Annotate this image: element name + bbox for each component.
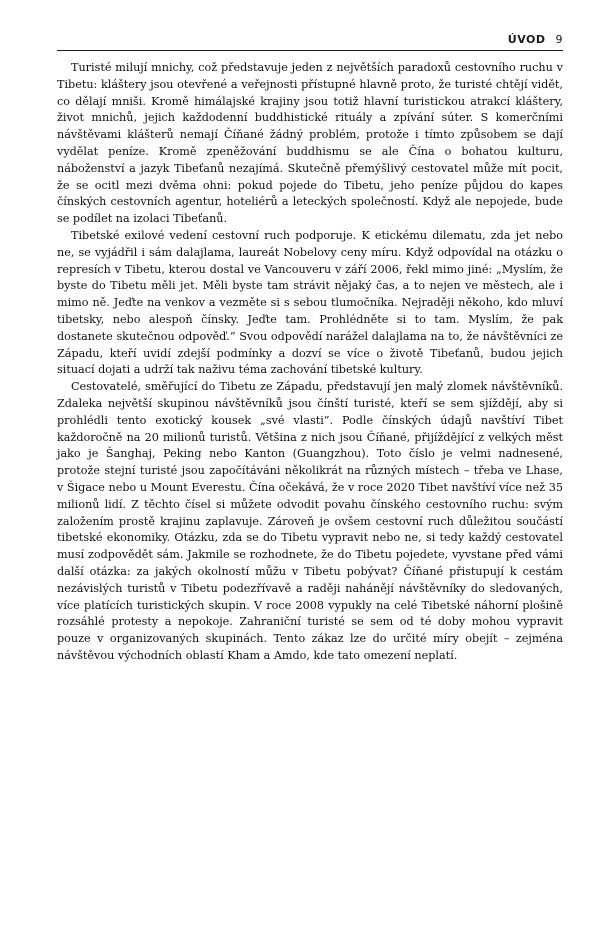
paragraph-2: Tibetské exilové vedení cestovní ruch podporuje. K etickému dilematu, zda jet nebo ne, se vyjádřil i sám dalajlama, laureát Nobelovy ceny míru. Když odpovídal na otázku o represích v Tibetu, kterou dostal ve Vancouveru v září 2006, řekl mimo jiné: „Myslím, že byste do Tibetu měli jet. Měli byste tam strávit nějaký čas, a to nejen ve městech, ale i mimo ně. Jeďte na venkov a vezměte si s sebou tlumočníka. Nejraději někoho, kdo mluví tibetsky, nebo alespoň čínsky. Jeďte tam. Prohlédněte si to tam. Myslím, že pak dostanete skutečnou odpověď.“ Svou odpovědí narážel dalajlama na to, že návštěvníci ze Západu, kteří uvidí zdejší podmínky a dozví se více o životě Tibeťanů, budou jejich situací dojati a udrží tak naživu téma zachování tibetské kultury.	[57, 228, 563, 377]
header-rule	[57, 50, 563, 51]
running-header	[57, 33, 563, 49]
section-title: ÚVOD	[507, 33, 546, 46]
page-number: 9	[555, 33, 563, 46]
paragraph-1: Turisté milují mnichy, což představuje jeden z největších paradoxů cestovního ruchu v Tibetu: kláštery jsou otevřené a veřejnosti přístupné hlavně proto, že turisté chtějí vidět, co dělají mniši. Kromě himálajské krajiny jsou totiž hlavní turistickou atrakcí kláštery, život mnichů, jejich každodenní buddhistické rituály a zpívání súter. S komerčními návštěvami klášterů nemají Číňané žádný problém, protože i tímto způsobem se dají vydělat peníze. Kromě zpeněžování buddhismu se ale Čína o bohatou kulturu, náboženství a jazyk Tibeťanů nezajímá. Skutečně přemýšlivý cestovatel může mít pocit, že se ocitl mezi dvěma ohni: pokud pojede do Tibetu, jeho peníze půjdou do kapes čínských cestovních agentur, hoteliérů a leteckých společností. Když ale nepojede, bude se podílet na izolaci Tibeťanů.	[57, 61, 563, 226]
paragraph-3: Cestovatelé, směřující do Tibetu ze Západu, představují jen malý zlomek návštěvníků. Zdaleka největší skupinou návštěvníků jsou čínští turisté, kteří se sem sjíždějí, aby si prohlédli tento exotický kousek „své vlasti“. Podle čínských údajů navštíví Tibet každoročně na 20 milionů turistů. Většina z nich jsou Číňané, přijíždějící z velkých měst jako je Šanghaj, Peking nebo Kanton (Guangzhou). Toto číslo je velmi nadnesené, protože stejní turisté jsou započítáváni několikrát na různých místech – třeba ve Lhase, v Šigace nebo u Mount Everestu. Čína očekává, že v roce 2020 Tibet navštíví více než 35 milionů lidí. Z těchto čísel si můžete odvodit povahu čínského cestovního ruchu: svým založením prostě krajinu zaplavuje. Zároveň je ovšem cestovní ruch důležitou součástí tibetské ekonomiky. Otázku, zda se do Tibetu vypravit nebo ne, si tedy každý cestovatel musí zodpovědět sám. Jakmile se rozhodnete, že do Tibetu pojedete, vyvstane před vámi další otázka: za jakých okolností můžu v Tibetu pobývat? Číňané přistupují k cestám nezávislých turistů v Tibetu podezřívavě a raději nahánějí návštěvníky do sledovaných, více platících turistických skupin. V roce 2008 vypukly na celé Tibetské náhorní plošině rozsáhlé protesty a nepokoje. Zahraniční turisté se sem od té doby mohou vypravit pouze v organizovaných skupinách. Tento zákaz lze do určité míry obejít – zejména návštěvou východních oblastí Kham a Amdo, kde tato omezení neplatí.	[57, 380, 563, 662]
body-text	[57, 60, 563, 665]
